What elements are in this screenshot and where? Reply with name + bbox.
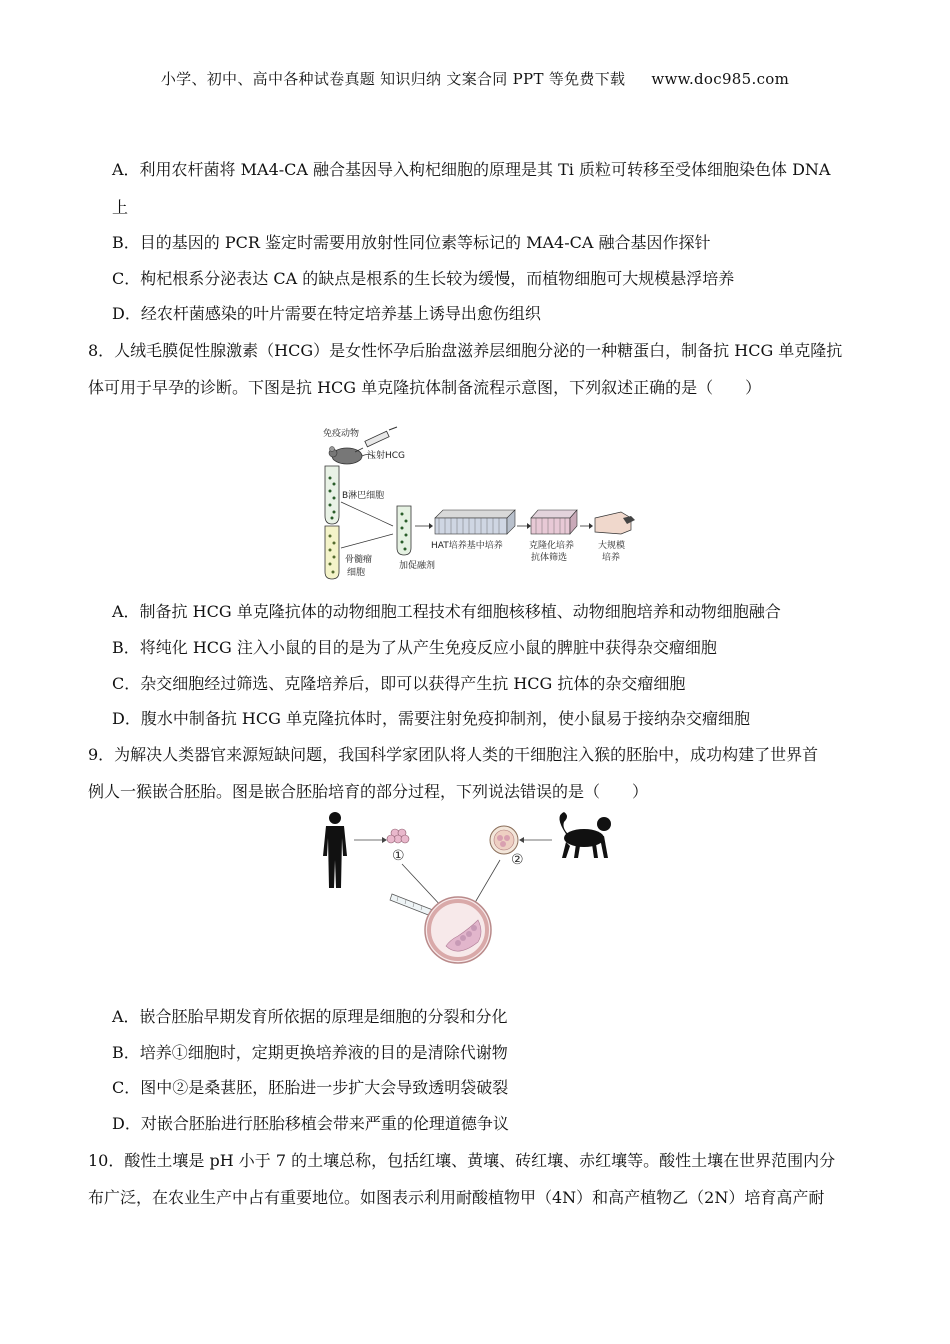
- label-clone-1: 克隆化培养: [529, 541, 575, 551]
- q8-option-c: C．杂交细胞经过筛选、克隆培养后，即可以获得产生抗 HCG 抗体的杂交瘤细胞: [112, 674, 686, 693]
- label-b-cell: B淋巴细胞: [342, 491, 385, 501]
- q8-figure: [305, 422, 645, 586]
- chimeric-blastocyst: [425, 897, 491, 963]
- clone-culture-plate: [531, 510, 577, 534]
- q9-stem-line1: 9．为解决人类器官来源短缺问题，我国科学家团队将人类的干细胞注入猴的胚胎中，成功构建了世界首: [88, 745, 819, 764]
- label-hat: HAT培养基中培养: [431, 541, 503, 551]
- label-inject-hcg: 注射HCG: [367, 451, 406, 461]
- q7-option-b: B．目的基因的 PCR 鉴定时需要用放射性同位素等标记的 MA4-CA 融合基因作探针: [112, 233, 711, 252]
- q7-option-d: D．经农杆菌感染的叶片需要在特定培养基上诱导出愈伤组织: [112, 304, 541, 323]
- q7-option-a: A．利用农杆菌将 MA4-CA 融合基因导入枸杞细胞的原理是其 Ti 质粒可转移至受体细胞染色体 DNA: [112, 160, 831, 179]
- q7-option-c: C．枸杞根系分泌表达 CA 的缺点是根系的生长较为缓慢，而植物细胞可大规模悬浮培养: [112, 269, 735, 288]
- q8-option-a: A．制备抗 HCG 单克隆抗体的动物细胞工程技术有细胞核移植、动物细胞培养和动物细胞融合: [112, 602, 781, 621]
- b-cell-tube: [325, 466, 339, 524]
- label-immune-animal: 免疫动物: [323, 429, 360, 439]
- q9-stem-line2: 例人一猴嵌合胚胎。图是嵌合胚胎培育的部分过程，下列说法错误的是（ ）: [88, 782, 649, 801]
- hat-culture-plate: [435, 510, 515, 534]
- stem-cell-cluster: [387, 829, 409, 843]
- q7-option-a-cont: 上: [112, 198, 129, 217]
- fusion-tube: [397, 506, 411, 555]
- q9-option-c: C．图中②是桑葚胚，胚胎进一步扩大会导致透明袋破裂: [112, 1078, 509, 1097]
- label-large-1: 大规模: [598, 541, 626, 551]
- human-icon: [323, 812, 347, 888]
- monkey-icon: [559, 812, 611, 858]
- label-clone-2: 抗体筛选: [531, 553, 568, 563]
- mark-1: ①: [392, 848, 405, 864]
- q8-stem-line1: 8．人绒毛膜促性腺激素（HCG）是女性怀孕后胎盘滋养层细胞分泌的一种糖蛋白，制备抗 HCG 单克隆抗: [88, 341, 843, 360]
- mark-2: ②: [511, 852, 524, 868]
- page-header: [0, 68, 950, 89]
- myeloma-tube: [325, 526, 339, 579]
- q9-option-d: D．对嵌合胚胎进行胚胎移植会带来严重的伦理道德争议: [112, 1114, 509, 1133]
- label-myeloma-2: 细胞: [347, 568, 366, 578]
- syringe-icon: [355, 427, 397, 452]
- q10-stem-line2: 布广泛，在农业生产中占有重要地位。如图表示利用耐酸植物甲（4N）和高产植物乙（2N）培育高产耐: [88, 1188, 825, 1207]
- label-myeloma-1: 骨髓瘤: [345, 555, 373, 565]
- header-text: 小学、初中、高中各种试卷真题 知识归纳 文案合同 PPT 等免费下载: [160, 70, 626, 88]
- q8-option-d: D．腹水中制备抗 HCG 单克隆抗体时，需要注射免疫抑制剂，使小鼠易于接纳杂交瘤细胞: [112, 709, 750, 728]
- q8-option-b: B．将纯化 HCG 注入小鼠的目的是为了从产生免疫反应小鼠的脾脏中获得杂交瘤细胞: [112, 638, 717, 657]
- label-fusion-agent: 加促融剂: [399, 561, 436, 571]
- culture-bottle-icon: [595, 512, 635, 534]
- header-site: www.doc985.com: [651, 70, 790, 88]
- q9-option-b: B．培养①细胞时，定期更换培养液的目的是清除代谢物: [112, 1043, 508, 1062]
- q9-figure: [318, 808, 623, 968]
- q8-stem-line2: 体可用于早孕的诊断。下图是抗 HCG 单克隆抗体制备流程示意图，下列叙述正确的是（ ）: [88, 378, 762, 397]
- monkey-embryo: [490, 826, 518, 854]
- q10-stem-line1: 10．酸性土壤是 pH 小于 7 的土壤总称，包括红壤、黄壤、砖红壤、赤红壤等。酸性土壤在世界范围内分: [88, 1151, 836, 1170]
- label-large-2: 培养: [602, 553, 621, 563]
- q9-option-a: A．嵌合胚胎早期发育所依据的原理是细胞的分裂和分化: [112, 1007, 508, 1026]
